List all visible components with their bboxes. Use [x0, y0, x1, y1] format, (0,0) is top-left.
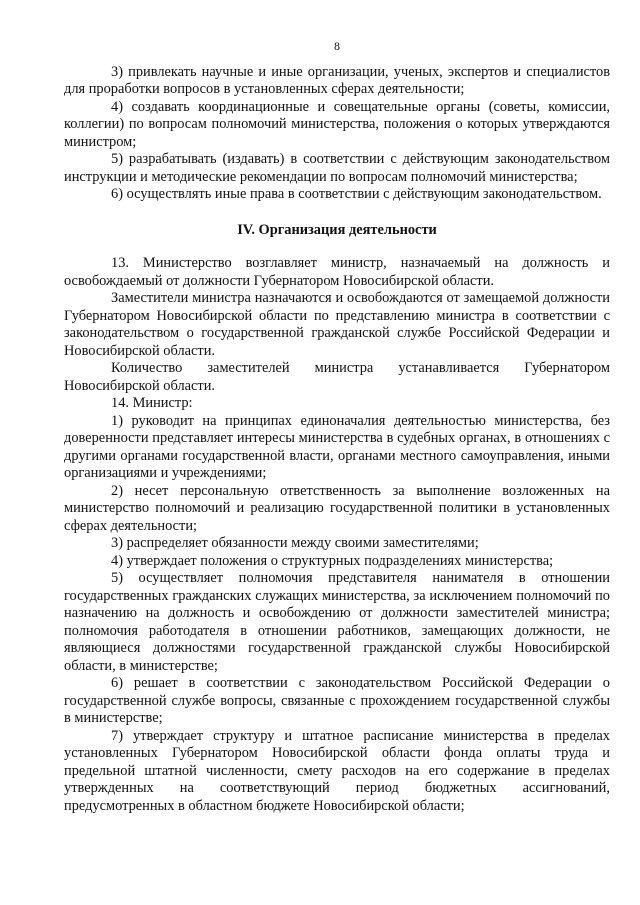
paragraph: 3) привлекать научные и иные организации, ученых, экспертов и специалистов для проработки вопросов в установленных сферах деятельности;	[64, 63, 610, 97]
paragraph: 13. Министерство возглавляет министр, назначаемый на должность и освобождаемый от должности Губернатором Новосибирской области.	[64, 255, 610, 289]
paragraph: 5) осуществляет полномочия представителя нанимателя в отношении государственных гражданских служащих министерства, за исключением полномочий по назначению на должность и освобождению от должности заместителей министра; полномочия работодателя в отношении работников, замещающих должности, не являющиеся должностями государственной гражданской службы Новосибирской области, в министерстве;	[64, 570, 610, 674]
paragraph: 4) утверждает положения о структурных подразделениях министерства;	[111, 552, 554, 569]
section-heading: IV. Организация деятельности	[237, 221, 437, 238]
page-number: 8	[334, 39, 340, 53]
paragraph: Количество заместителей министра устанавливается Губернатором Новосибирской области.	[64, 360, 610, 394]
paragraph: 2) несет персональную ответственность за выполнение возложенных на министерство полномочий и реализацию государственной политики в установленных сферах деятельности;	[64, 482, 610, 534]
paragraph: 5) разрабатывать (издавать) в соответствии с действующим законодательством инструкции и методические рекомендации по вопросам полномочий министерства;	[64, 151, 610, 185]
paragraph: 6) осуществлять иные права в соответствии с действующим законодательством.	[111, 186, 602, 202]
paragraph: 6) решает в соответствии с законодательством Российской Федерации о государственной службе вопросы, связанные с прохождением государственной службы в министерстве;	[64, 675, 610, 726]
paragraph: 7) утверждает структуру и штатное расписание министерства в пределах установленных Губернатором Новосибирской области фонда оплаты труда и предельной штатной численности, смету расходов на его содержание в пределах утвержденных на соответствующий период бюджетных ассигнований, предусмотренных в областном бюджете Новосибирской области;	[64, 727, 610, 814]
paragraph: Заместители министра назначаются и освобождаются от замещаемой должности Губернатором Новосибирской области по представлению министра в соответствии с законодательством о государственной гражданской службе Российской Федерации и Новосибирской области.	[64, 290, 610, 359]
paragraph: 3) распределяет обязанности между своими заместителями;	[111, 535, 479, 551]
paragraph: 14. Министр:	[111, 395, 193, 411]
paragraph: 1) руководит на принципах единоначалия деятельностью министерства, без доверенности представляет интересы министерства в судебных органах, в отношениях с другими органами государственной власти, органами местного самоуправления, иными организациями и учреждениями;	[64, 412, 610, 481]
paragraph: 4) создавать координационные и совещательные органы (советы, комиссии, коллегии) по вопросам полномочий министерства, положения о которых утверждаются министром;	[64, 98, 610, 150]
